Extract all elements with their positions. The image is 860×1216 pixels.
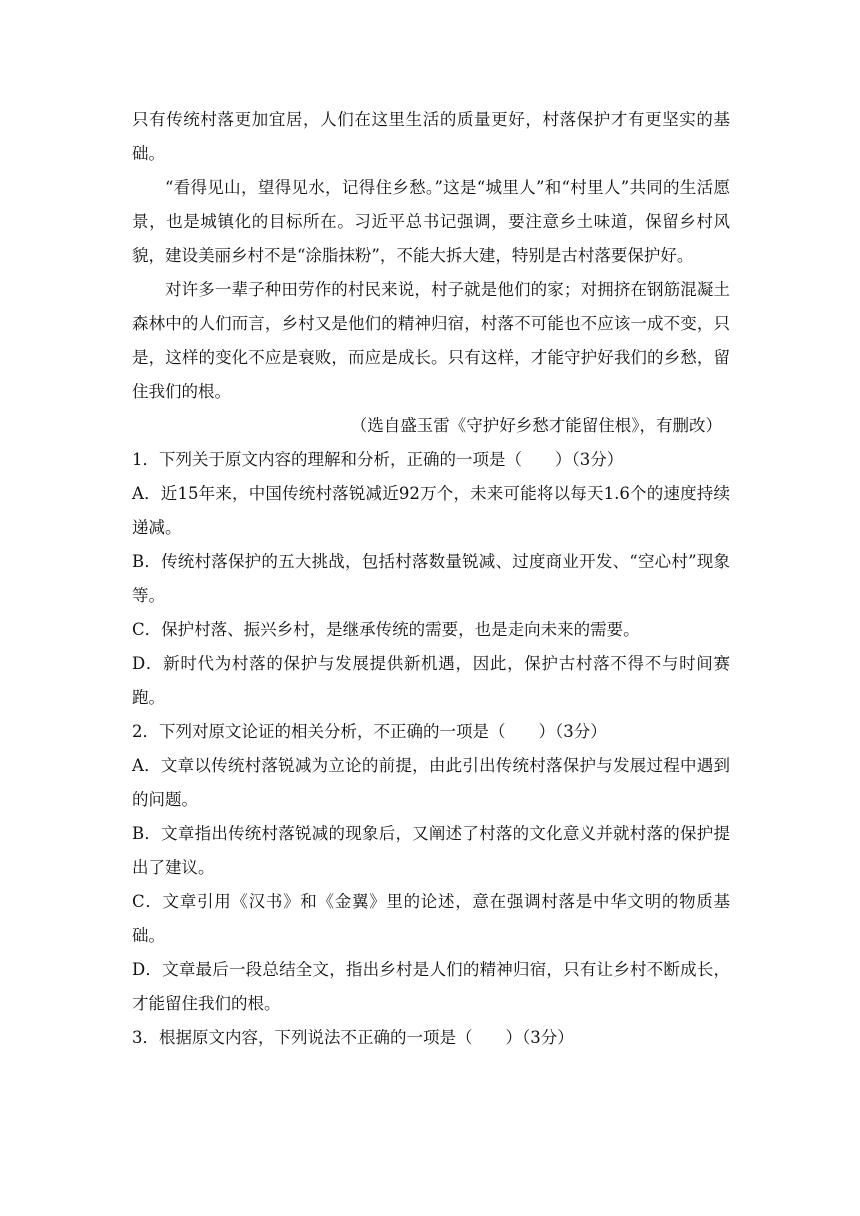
- answer-option-d: D．文章最后一段总结全文，指出乡村是人们的精神归宿，只有让乡村不断成长，才能留住我们的根。: [132, 960, 730, 1013]
- passage-source: （选自盛玉雷《守护好乡愁才能留住根》，有删改）: [350, 416, 722, 435]
- answer-option-a: A．近15年来，中国传统村落锐减近92万个，未来可能将以每天1.6个的速度持续递减。: [132, 484, 730, 537]
- document-content: [132, 103, 730, 1055]
- answer-option-c: C．文章引用《汉书》和《金翼》里的论述，意在强调村落是中华文明的物质基础。: [132, 892, 730, 945]
- answer-option-a: A．文章以传统村落锐减为立论的前提，由此引出传统村落保护与发展过程中遇到的问题。: [132, 756, 730, 809]
- question-1: [132, 443, 730, 715]
- question-2: [132, 715, 730, 1021]
- question-3: [132, 1021, 730, 1055]
- passage-paragraph: “看得见山，望得见水，记得住乡愁。”这是“城里人”和“村里人”共同的生活愿景，也是城镇化的目标所在。习近平总书记强调，要注意乡土味道，保留乡村风貌，建设美丽乡村不是“涂脂抹粉”，不能大拆大建，特别是古村落要保护好。: [132, 178, 730, 265]
- passage-paragraph: 只有传统村落更加宜居，人们在这里生活的质量更好，村落保护才有更坚实的基础。: [132, 110, 730, 163]
- passage-paragraph: 对许多一辈子种田劳作的村民来说，村子就是他们的家；对拥挤在钢筋混凝土森林中的人们而言，乡村又是他们的精神归宿，村落不可能也不应该一成不变，只是，这样的变化不应是衰败，而应是成长。只有这样，才能守护好我们的乡愁，留住我们的根。: [132, 280, 730, 401]
- answer-option-d: D．新时代为村落的保护与发展提供新机遇，因此，保护古村落不得不与时间赛跑。: [132, 654, 730, 707]
- answer-option-b: B．文章指出传统村落锐减的现象后，又阐述了村落的文化意义并就村落的保护提出了建议。: [132, 824, 730, 877]
- answer-option-c: C．保护村落、振兴乡村，是继承传统的需要，也是走向未来的需要。: [132, 620, 640, 639]
- question-stem: 2．下列对原文论证的相关分析，不正确的一项是（ ）（3分）: [132, 722, 607, 741]
- answer-option-b: B．传统村落保护的五大挑战，包括村落数量锐减、过度商业开发、“空心村”现象等。: [132, 552, 730, 605]
- question-stem: 3．根据原文内容，下列说法不正确的一项是（ ）（3分）: [132, 1028, 574, 1047]
- reading-passage: [132, 103, 730, 443]
- question-stem: 1．下列关于原文内容的理解和分析，正确的一项是（ ）（3分）: [132, 450, 624, 469]
